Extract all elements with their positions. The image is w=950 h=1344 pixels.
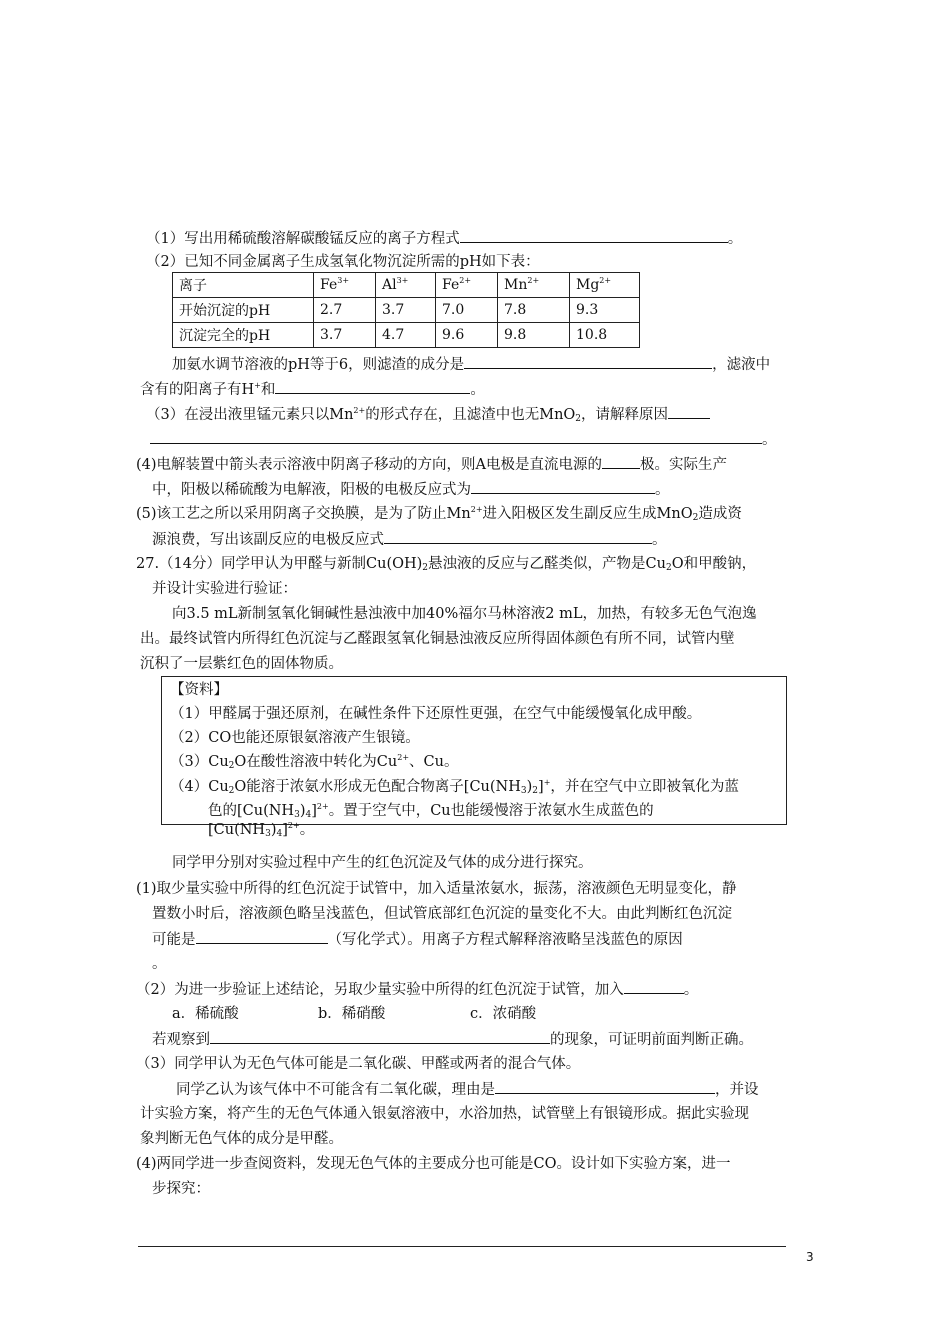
table-cell: 7.8 [498, 298, 570, 323]
table-cell: 9.8 [498, 323, 570, 348]
q27-sub4-line2: 步探究： [152, 1181, 210, 1197]
box-item: （1）甲醛属于强还原剂，在碱性条件下还原性更强，在空气中能缓慢氧化成甲酸。 [170, 706, 702, 722]
q26-part5: (5)该工艺之所以采用阴离子交换膜，是为了防止$Mn^{2+}$进入阳极区发生副反应生成MnO$_2$造成资 [136, 505, 742, 523]
q27-sub3-line2: 同学乙认为该气体中不可能含有二氧化碳，理由是 ，并设 [176, 1079, 759, 1100]
q27-sub1-line2: 置数小时后，溶液颜色略呈浅蓝色，但试管底部红色沉淀的量变化不大。由此判断红色沉淀 [152, 906, 732, 922]
q26-part3: （3）在浸出液里锰元素只以$Mn^{2+}$的形式存在，且滤渣中也无MnO$_2$，请解释原因 [146, 404, 710, 425]
table-row [173, 323, 640, 348]
footer-divider [138, 1246, 786, 1247]
q27-experiment-line3: 沉积了一层紫红色的固体物质。 [140, 656, 343, 672]
q27-sub1-line4: 。 [152, 956, 167, 972]
table-cell: 9.3 [570, 298, 640, 323]
table-row [173, 273, 640, 298]
q27-sub1-line1: (1)取少量实验中所得的红色沉淀于试管中，加入适量浓氨水，振荡，溶液颜色无明显变化，静 [136, 881, 737, 897]
q27-intro: 27.（14分）同学甲认为甲醛与新制$Cu(OH)_2$悬浊液的反应与乙醛类似，产物是$Cu_2O$和甲酸钠， [136, 556, 757, 573]
box-item: （2）CO也能还原银氨溶液产生银镜。 [170, 730, 420, 746]
option-b: b．稀硝酸 [318, 1006, 386, 1022]
table-ion: $Mg^{2+}$ [570, 273, 640, 298]
table-cell: 7.0 [436, 298, 498, 323]
table-cell: 4.7 [376, 323, 436, 348]
table-cell: 2.7 [314, 298, 376, 323]
answer-blank[interactable] [196, 929, 328, 944]
row-label: 开始沉淀的pH [173, 298, 314, 323]
row-label: 沉淀完全的pH [173, 323, 314, 348]
box-item: $(4)Cu_2O$能溶于浓氨水形成无色配合物离子$[Cu(NH_3)_2]^+$，并在空气中立即被氧化为蓝 [170, 778, 739, 796]
option-a: a．稀硫酸 [172, 1006, 239, 1022]
q27-sub4: (4)两同学进一步查阅资料，发现无色气体的主要成分也可能是CO。设计如下实验方案，进一 [136, 1156, 731, 1172]
answer-blank[interactable] [624, 979, 684, 994]
answer-blank[interactable] [602, 454, 640, 469]
answer-blank[interactable] [384, 529, 652, 544]
table-cell: 10.8 [570, 323, 640, 348]
page-number: 3 [806, 1250, 814, 1264]
box-item-cont: $[Cu(NH_3)_4]^{2+}$。 [208, 821, 315, 839]
answer-blank[interactable] [275, 379, 470, 394]
q27-sub3-line4: 象判断无色气体的成分是甲醛。 [140, 1131, 343, 1147]
q26-ammonia-line2: 含有的阳离子有H+和 。 [140, 381, 485, 398]
answer-blank[interactable] [668, 404, 710, 419]
ph-table [172, 272, 640, 348]
table-header-label: 离子 [173, 273, 314, 298]
q27-sub1-line3: 可能是 （写化学式）。用离子方程式解释溶液略呈浅蓝色的原因 [152, 929, 683, 950]
q27-experiment-line1: 向3.5 mL新制氢氧化铜碱性悬浊液中加40%福尔马林溶液2 mL，加热，有较多无色气泡逸 [172, 606, 757, 622]
q26-ammonia-line1: 加氨水调节溶液的pH等于6，则滤渣的成分是 ，滤液中 [172, 354, 770, 375]
q27-sub3-line3: 计实验方案，将产生的无色气体通入银氨溶液中，水浴加热，试管壁上有银镜形成。据此实验现 [140, 1106, 749, 1122]
answer-blank[interactable] [460, 228, 728, 243]
box-item-cont: 色的$[Cu(NH_3)_4]^{2+}$。置于空气中，Cu也能缓慢溶于浓氨水生成蓝色的 [208, 802, 654, 820]
answer-blank[interactable] [464, 354, 712, 369]
table-cell: 3.7 [314, 323, 376, 348]
q27-experiment-line2: 出。最终试管内所得红色沉淀与乙醛跟氢氧化铜悬浊液反应所得固体颜色有所不同，试管内壁 [140, 631, 735, 647]
box-title: 【资料】 [170, 682, 228, 698]
table-cell: 9.6 [436, 323, 498, 348]
table-ion: $Mn^{2+}$ [498, 273, 570, 298]
q27-sub2-observe: 若观察到 的现象，可证明前面判断正确。 [152, 1029, 753, 1050]
q27-sub2: （2）为进一步验证上述结论，另取少量实验中所得的红色沉淀于试管，加入 。 [136, 979, 698, 1000]
q26-part4-line2: 中，阳极以稀硫酸为电解液，阳极的电极反应式为 。 [152, 479, 670, 500]
q26-part1: （1）写出用稀硫酸溶解碳酸锰反应的离子方程式 。 [146, 228, 742, 249]
q27-sub3: （3）同学甲认为无色气体可能是二氧化碳、甲醛或两者的混合气体。 [136, 1056, 581, 1072]
answer-blank[interactable] [495, 1079, 715, 1094]
answer-blank[interactable] [150, 429, 762, 444]
q26-part2: （2）已知不同金属离子生成氢氧化物沉淀所需的pH如下表： [146, 254, 540, 270]
option-c: c．浓硝酸 [470, 1006, 537, 1022]
table-cell: 3.7 [376, 298, 436, 323]
q26-part5-line2: 源浪费，写出该副反应的电极反应式 。 [152, 529, 667, 550]
answer-blank[interactable] [471, 479, 655, 494]
q27-explore: 同学甲分别对实验过程中产生的红色沉淀及气体的成分进行探究。 [172, 855, 593, 871]
q26-part4: (4)电解装置中箭头表示溶液中阴离子移动的方向，则A电极是直流电源的 极。实际生产 [136, 454, 727, 475]
table-ion: $Fe^{2+}$ [436, 273, 498, 298]
table-ion: $Fe^{3+}$ [314, 273, 376, 298]
q27-intro-line2: 并设计实验进行验证： [152, 581, 297, 597]
table-row [173, 298, 640, 323]
q26-part3-line2: 。 [150, 429, 777, 450]
answer-blank[interactable] [210, 1029, 550, 1044]
table-ion: $Al^{3+}$ [376, 273, 436, 298]
box-item: $(3)Cu_2O$在酸性溶液中转化为$Cu^{2+}$、Cu。 [170, 753, 459, 771]
